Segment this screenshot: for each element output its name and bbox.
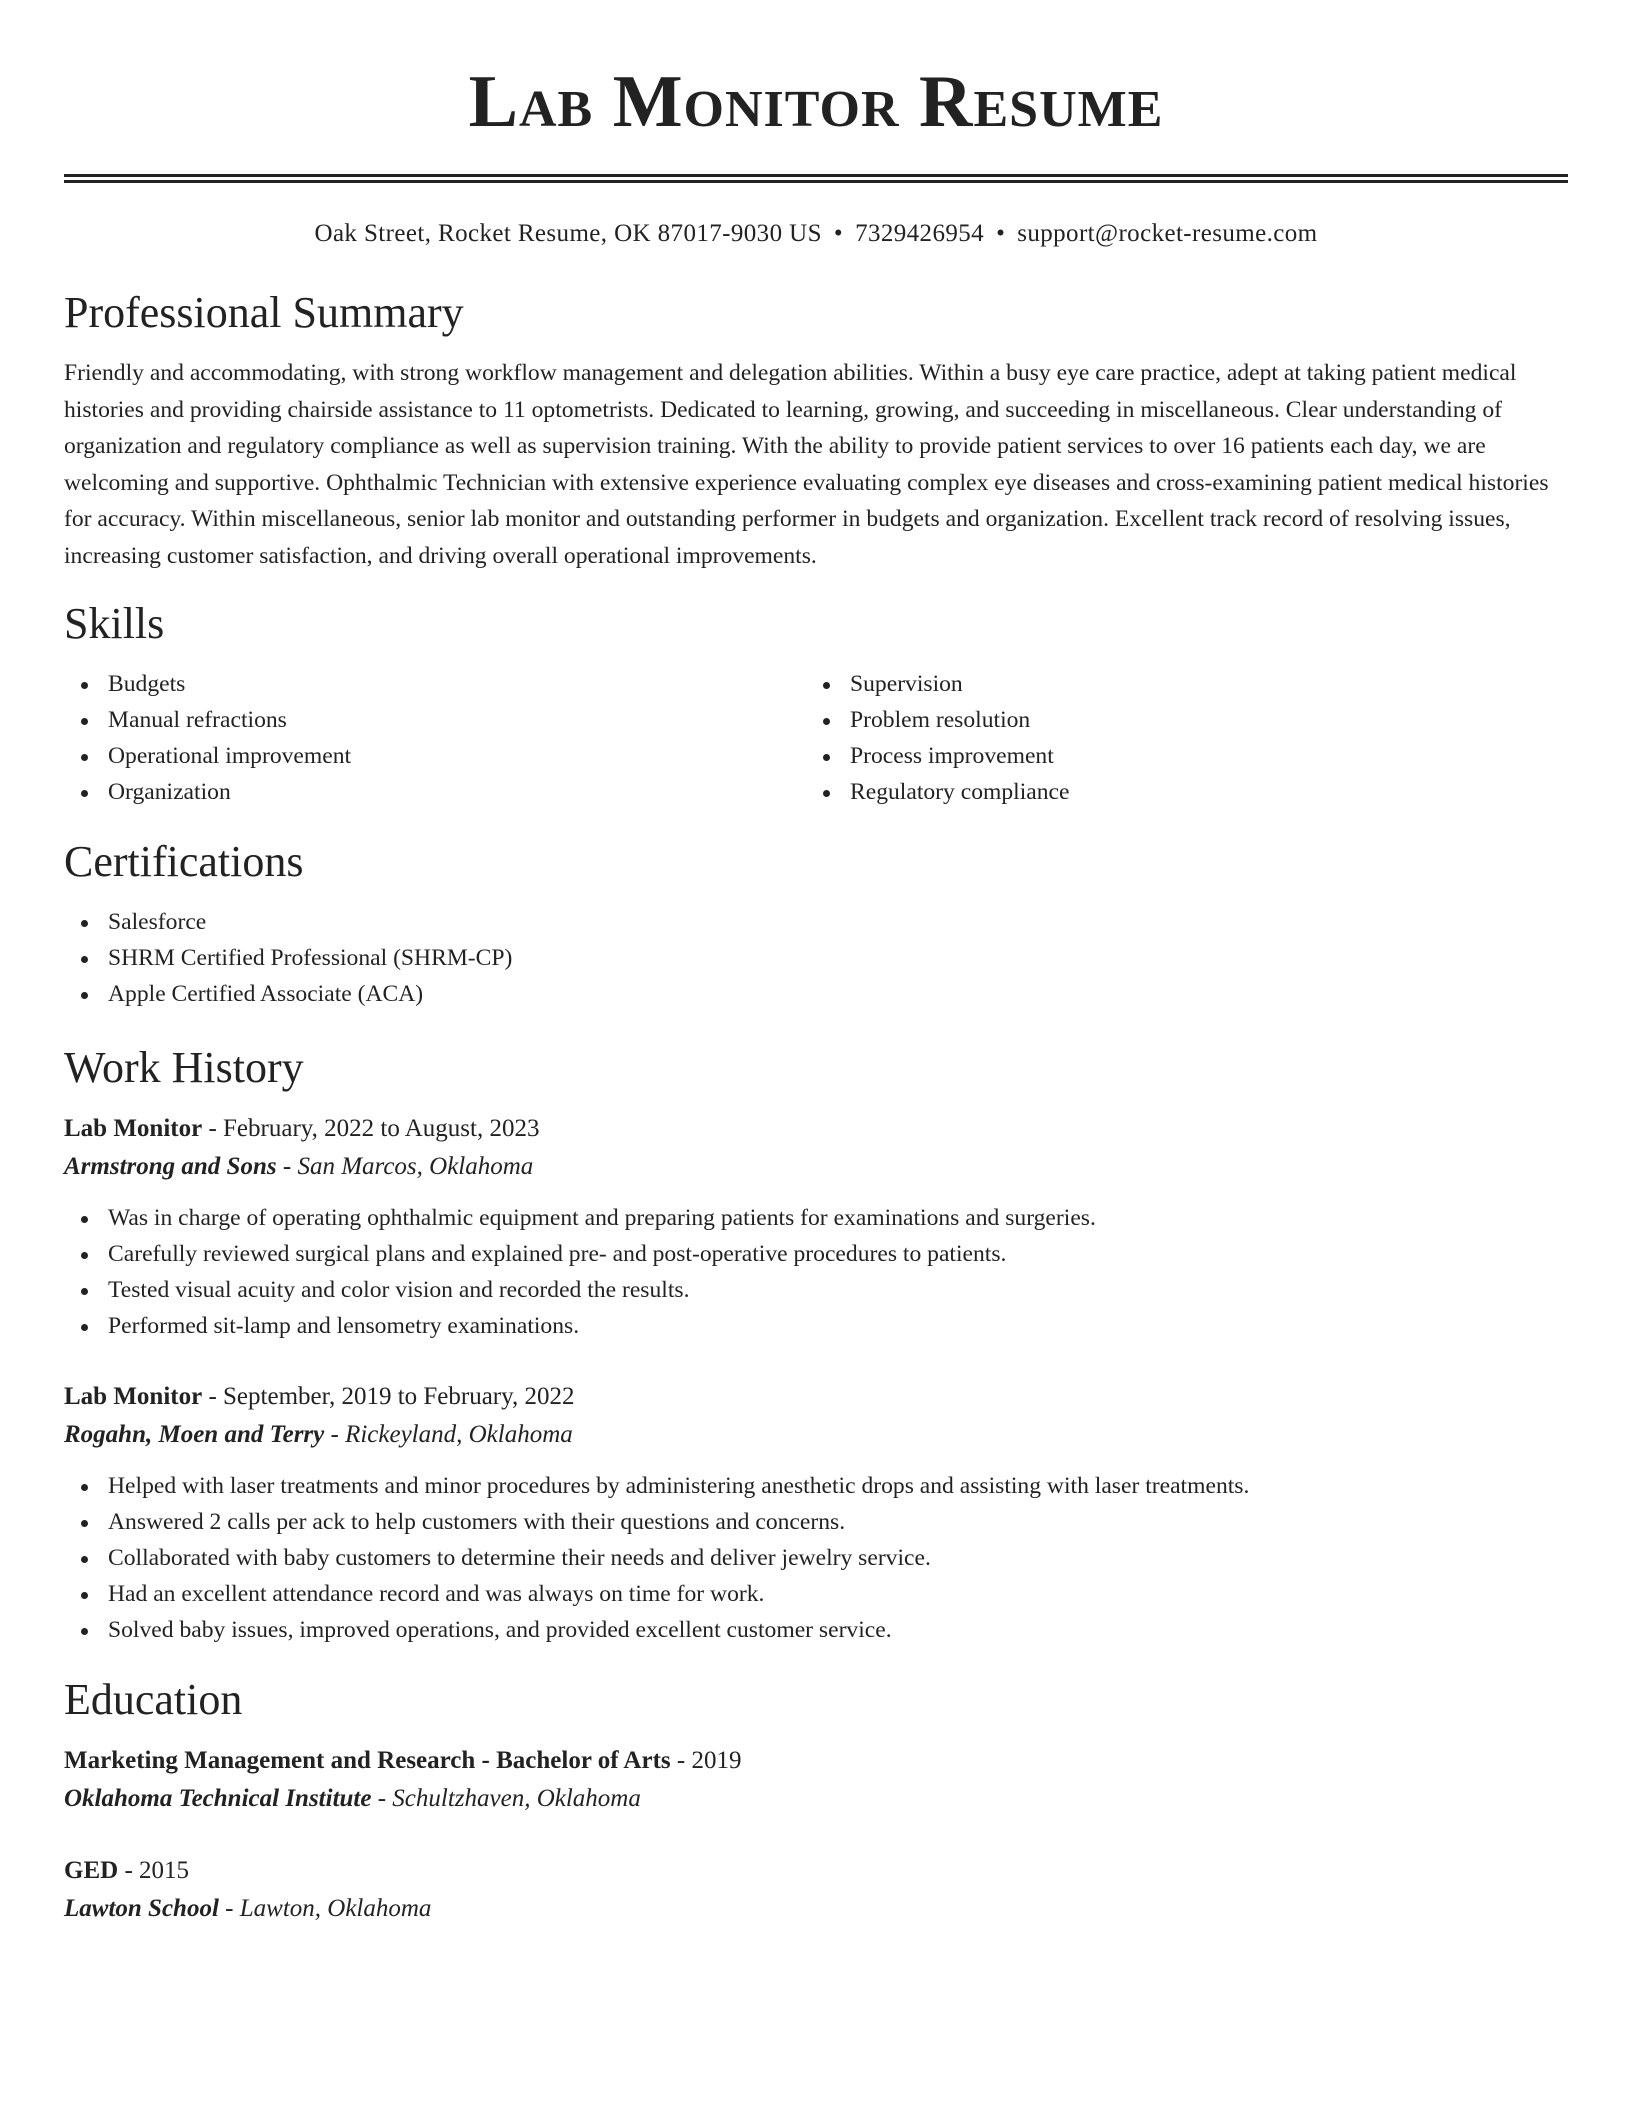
- job-bullet: [64, 1200, 1568, 1236]
- summary-text: Friendly and accommodating, with strong workflow management and delegation abilities. Within a busy eye care practice, adept at taking patient medical histories and providing chairside assistance to 11 optometrists. Dedicated to learning, growing, and succeeding in miscellaneous. Clear understanding of organization and regulatory compliance as well as supervision training. With the ability to provide patient services to over 16 patients each day, we are welcoming and supportive. Ophthalmic Technician with extensive experience evaluating complex eye diseases and cross-examining patient medical histories for accuracy. Within miscellaneous, senior lab monitor and outstanding performer in budgets and organization. Excellent track record of resolving issues, increasing customer satisfaction, and driving overall operational improvements.: [64, 360, 1549, 569]
- education-year: 2019: [691, 1747, 742, 1774]
- job-bullet-text: Helped with laser treatments and minor procedures by administering anesthetic drops and assisting with laser treatments.: [108, 1473, 1250, 1499]
- contact-line: [64, 217, 1568, 251]
- certification-item: [64, 940, 1568, 976]
- skill-label: Operational improvement: [108, 743, 352, 769]
- bullet-icon: [81, 754, 88, 761]
- bullet-icon: [81, 1520, 88, 1527]
- bullet-icon: [823, 682, 830, 689]
- skills-section: [64, 596, 1568, 810]
- bullet-icon: [823, 718, 830, 725]
- bullet-icon: [823, 790, 830, 797]
- phone-text: 7329426954: [855, 220, 985, 247]
- education-degree-line: Marketing Management and Research - Bachelor of Arts - 2019: [64, 1747, 742, 1774]
- job-dates: February, 2022 to August, 2023: [223, 1115, 540, 1142]
- skill-label: Supervision: [850, 671, 963, 697]
- skill-item: [806, 738, 1548, 774]
- job-bullet-text: Answered 2 calls per ack to help customers with their questions and concerns.: [108, 1509, 846, 1535]
- job-bullet-text: Performed sit-lamp and lensometry examinations.: [108, 1313, 580, 1339]
- education-school: Lawton School: [64, 1895, 219, 1922]
- work-history-section: [64, 1040, 1568, 1648]
- education-entry: [64, 1852, 1568, 1928]
- job-company: Armstrong and Sons: [64, 1153, 277, 1180]
- certification-label: Salesforce: [108, 909, 207, 935]
- skill-label: Manual refractions: [108, 707, 287, 733]
- certification-item: [64, 976, 1568, 1012]
- bullet-icon: [81, 1324, 88, 1331]
- education-school: Oklahoma Technical Institute: [64, 1785, 372, 1812]
- job-company-line: Armstrong and Sons - San Marcos, Oklahoma: [64, 1153, 534, 1180]
- job-title: Lab Monitor: [64, 1115, 203, 1142]
- education-degree-line: GED - 2015: [64, 1857, 190, 1884]
- email-text: support@rocket-resume.com: [1017, 220, 1318, 247]
- job-bullet-text: Carefully reviewed surgical plans and explained pre- and post-operative procedures to patients.: [108, 1241, 1007, 1267]
- skill-item: [806, 702, 1548, 738]
- summary-section: [64, 285, 1568, 574]
- skill-item: [64, 666, 806, 702]
- education-school-line: Lawton School - Lawton, Oklahoma: [64, 1895, 432, 1922]
- skill-item: [64, 738, 806, 774]
- bullet-icon: [81, 1288, 88, 1295]
- bullet-icon: [81, 920, 88, 927]
- job-title: Lab Monitor: [64, 1383, 203, 1410]
- bullet-icon: [81, 956, 88, 963]
- job-entry: [64, 1110, 1568, 1344]
- work-history-heading: Work History: [64, 1043, 304, 1092]
- summary-heading: Professional Summary: [64, 288, 464, 337]
- job-bullet: [64, 1308, 1568, 1344]
- job-bullet: [64, 1540, 1568, 1576]
- job-bullet-text: Collaborated with baby customers to determine their needs and deliver jewelry service.: [108, 1545, 931, 1571]
- skills-heading: Skills: [64, 599, 165, 648]
- job-company: Rogahn, Moen and Terry: [64, 1421, 325, 1448]
- bullet-icon: [81, 1484, 88, 1491]
- certification-label: SHRM Certified Professional (SHRM-CP): [108, 945, 513, 971]
- skills-list-left: [64, 666, 806, 810]
- education-degree: Marketing Management and Research - Bachelor of Arts: [64, 1747, 671, 1774]
- job-title-line: Lab Monitor - September, 2019 to February, 2022: [64, 1383, 575, 1410]
- bullet-icon: [81, 1216, 88, 1223]
- education-year: 2015: [139, 1857, 190, 1884]
- job-dates: September, 2019 to February, 2022: [223, 1383, 575, 1410]
- job-bullet: [64, 1504, 1568, 1540]
- certification-label: Apple Certified Associate (ACA): [108, 981, 424, 1007]
- bullet-icon: [81, 682, 88, 689]
- job-bullet: [64, 1468, 1568, 1504]
- resume-title: Lab Monitor Resume: [468, 61, 1164, 143]
- skill-label: Budgets: [108, 671, 186, 697]
- skills-grid: [64, 666, 1568, 810]
- job-bullet: [64, 1576, 1568, 1612]
- bullet-icon: [81, 718, 88, 725]
- job-title-line: Lab Monitor - February, 2022 to August, 2023: [64, 1115, 540, 1142]
- job-bullet-text: Solved baby issues, improved operations, and provided excellent customer service.: [108, 1617, 892, 1643]
- job-bullets: [64, 1468, 1568, 1648]
- job-bullets: [64, 1200, 1568, 1344]
- skill-item: [806, 774, 1548, 810]
- bullet-icon: [81, 1628, 88, 1635]
- education-section: [64, 1672, 1568, 1928]
- education-heading: Education: [64, 1675, 243, 1724]
- title-divider: [64, 174, 1568, 183]
- skill-item: [806, 666, 1548, 702]
- job-bullet-text: Tested visual acuity and color vision and recorded the results.: [108, 1277, 690, 1303]
- education-location: Schultzhaven, Oklahoma: [392, 1785, 641, 1812]
- job-entry: [64, 1378, 1568, 1648]
- address-text: Oak Street, Rocket Resume, OK 87017-9030 US: [314, 220, 822, 247]
- skill-label: Organization: [108, 779, 231, 805]
- bullet-icon: [81, 1556, 88, 1563]
- job-bullet-text: Was in charge of operating ophthalmic equipment and preparing patients for examinations and surgeries.: [108, 1205, 1096, 1231]
- education-school-line: Oklahoma Technical Institute - Schultzhaven, Oklahoma: [64, 1785, 641, 1812]
- job-bullet: [64, 1236, 1568, 1272]
- skill-label: Process improvement: [850, 743, 1054, 769]
- skill-item: [64, 702, 806, 738]
- job-bullet-text: Had an excellent attendance record and was always on time for work.: [108, 1581, 765, 1607]
- education-degree: GED: [64, 1857, 119, 1884]
- contact-separator: •: [833, 220, 844, 247]
- job-location: San Marcos, Oklahoma: [297, 1153, 534, 1180]
- certifications-section: [64, 834, 1568, 1012]
- job-bullet: [64, 1612, 1568, 1648]
- skills-column-right: [806, 666, 1548, 810]
- job-bullet: [64, 1272, 1568, 1308]
- education-entry: [64, 1742, 1568, 1818]
- skills-column-left: [64, 666, 806, 810]
- bullet-icon: [823, 754, 830, 761]
- contact-separator: •: [996, 220, 1006, 247]
- job-location: Rickeyland, Oklahoma: [345, 1421, 573, 1448]
- certifications-heading: Certifications: [64, 837, 304, 886]
- bullet-icon: [81, 790, 88, 797]
- bullet-icon: [81, 1592, 88, 1599]
- bullet-icon: [81, 1252, 88, 1259]
- skill-label: Regulatory compliance: [850, 779, 1070, 805]
- certification-item: [64, 904, 1568, 940]
- job-company-line: Rogahn, Moen and Terry - Rickeyland, Oklahoma: [64, 1421, 573, 1448]
- skill-item: [64, 774, 806, 810]
- education-location: Lawton, Oklahoma: [239, 1895, 432, 1922]
- skills-list-right: [806, 666, 1548, 810]
- skill-label: Problem resolution: [850, 707, 1031, 733]
- certifications-list: [64, 904, 1568, 1012]
- bullet-icon: [81, 992, 88, 999]
